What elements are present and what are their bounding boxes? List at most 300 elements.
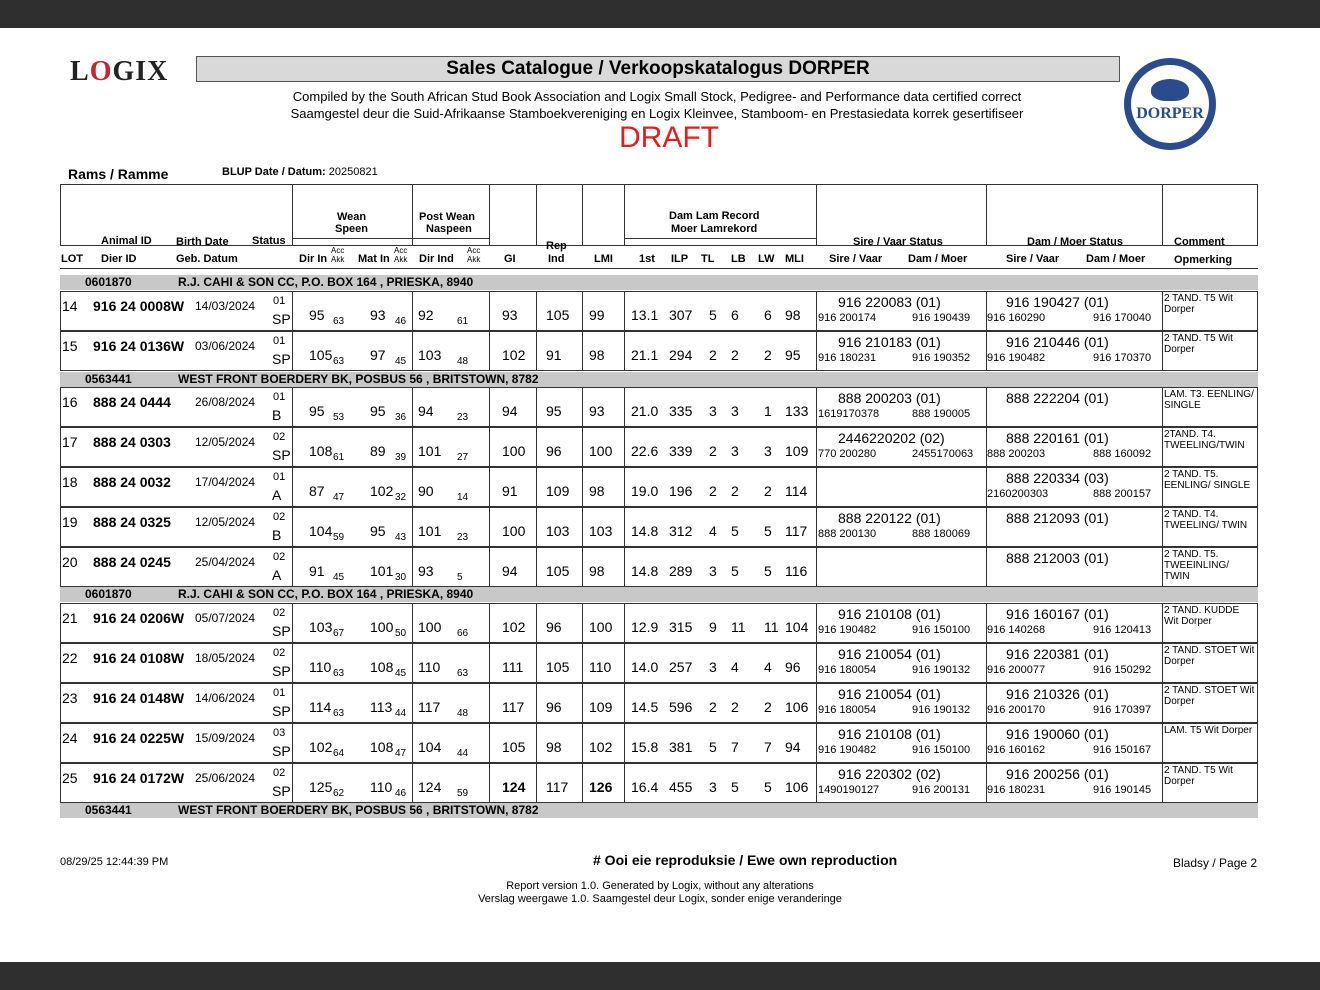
mli-value: 96 [785, 659, 801, 675]
first-lamb: 13.1 [631, 307, 659, 323]
dam-dam: 916 190145 [1093, 784, 1152, 796]
sire-dam: 916 190132 [912, 704, 971, 716]
dam-status: 916 200256 (01) [1006, 766, 1109, 782]
col-speen: Speen [335, 223, 369, 235]
wean-mat: 108 [370, 659, 394, 675]
dam-sire: 916 160162 [987, 744, 1046, 756]
dam-dam: 916 150292 [1093, 664, 1152, 676]
tl-value: 2 [709, 699, 717, 715]
mli-value: 106 [785, 699, 809, 715]
lot-number: 17 [62, 434, 78, 450]
header-grid-line [582, 184, 583, 246]
first-lamb: 14.8 [631, 563, 659, 579]
dam-sire: 916 140268 [987, 624, 1046, 636]
status-type: SP [272, 623, 291, 639]
first-lamb: 22.6 [631, 443, 659, 459]
lb-value: 11 [731, 619, 746, 635]
wean-dir-acc: 63 [333, 356, 345, 367]
first-lamb: 21.0 [631, 403, 659, 419]
sire-sire: 916 190482 [818, 744, 877, 756]
sire-status: 888 220122 (01) [838, 510, 941, 526]
page-number: Bladsy / Page 2 [1173, 856, 1258, 870]
animal-id: 888 24 0325 [93, 514, 171, 530]
print-datetime: 08/29/25 12:44:39 PM [60, 856, 169, 868]
dam-status: 888 212093 (01) [1006, 510, 1109, 526]
status-type: B [272, 407, 282, 423]
lot-number: 18 [62, 474, 78, 490]
col-1st: 1st [639, 253, 655, 265]
postwean-dir: 100 [418, 619, 442, 635]
dam-status: 916 190060 (01) [1006, 726, 1109, 742]
rep-ind: 95 [546, 403, 562, 419]
first-lamb: 14.0 [631, 659, 659, 675]
wean-dir-acc: 45 [333, 572, 345, 583]
lw-value: 2 [764, 699, 772, 715]
postwean-acc: 48 [457, 356, 469, 367]
lot-number: 25 [62, 770, 78, 786]
dam-sire: 916 200170 [987, 704, 1046, 716]
ilp-value: 289 [669, 563, 693, 579]
status-code: 01 [273, 471, 286, 483]
lb-value: 2 [731, 483, 739, 499]
comment-text: LAM. T5 Wit Dorper [1164, 725, 1253, 736]
status-code: 01 [273, 687, 286, 699]
sire-sire: 1619170378 [818, 408, 880, 420]
gi-value: 105 [502, 739, 526, 755]
mli-value: 106 [785, 779, 809, 795]
wean-mat-acc: 46 [395, 316, 407, 327]
status-type: SP [272, 743, 291, 759]
col-dam-dam: Dam / Moer [1086, 253, 1146, 265]
sire-dam: 916 190132 [912, 664, 971, 676]
rep-ind: 96 [546, 699, 562, 715]
table-row [60, 291, 1258, 331]
comment-text: 2 TAND. KUDDE Wit Dorper [1164, 605, 1240, 627]
col-sire-dam: Dam / Moer [908, 253, 968, 265]
col-dam-status: Dam / Moer Status [1027, 236, 1123, 248]
col-sire-status: Sire / Vaar Status [853, 236, 943, 248]
table-row [60, 331, 1258, 371]
comment-text: 2TAND. T4. TWEELING/TWIN [1164, 429, 1245, 451]
status-type: SP [272, 663, 291, 679]
ilp-value: 312 [669, 523, 693, 539]
sire-sire: 916 200174 [818, 312, 877, 324]
sire-status: 916 220083 (01) [838, 294, 941, 310]
owner-band: 0563441 WEST FRONT BOERDERY BK, POSBUS 56 , BRITSTOWN, 8782 [60, 803, 1258, 818]
status-code: 01 [273, 335, 286, 347]
dam-dam: 916 170040 [1093, 312, 1152, 324]
postwean-dir: 103 [418, 347, 442, 363]
blup-date: BLUP Date / Datum: 20250821 [222, 166, 378, 178]
table-row [60, 683, 1258, 723]
col-mli: MLI [785, 253, 804, 265]
birth-date: 26/08/2024 [195, 395, 256, 409]
postwean-dir: 92 [418, 307, 434, 323]
comment-text: 2 TAND. T5. TWEEINLING/ TWIN [1164, 549, 1230, 582]
animal-id: 888 24 0245 [93, 554, 171, 570]
first-lamb: 14.8 [631, 523, 659, 539]
ilp-value: 307 [669, 307, 693, 323]
postwean-acc: 59 [457, 788, 469, 799]
wean-dir-acc: 63 [333, 316, 345, 327]
dorper-seal-icon [1124, 58, 1216, 150]
col-rep: Rep [546, 240, 567, 252]
wean-dir: 91 [309, 563, 325, 579]
mli-value: 116 [785, 563, 808, 579]
mli-value: 109 [785, 443, 809, 459]
status-type: SP [272, 351, 291, 367]
first-lamb: 12.9 [631, 619, 659, 635]
postwean-dir: 117 [418, 699, 441, 715]
lw-value: 3 [764, 443, 772, 459]
wean-dir-acc: 64 [333, 748, 345, 759]
animal-id: 888 24 0032 [93, 474, 171, 490]
tl-value: 3 [709, 403, 717, 419]
tl-value: 2 [709, 443, 717, 459]
dam-dam: 916 120413 [1093, 624, 1152, 636]
lb-value: 2 [731, 699, 739, 715]
col-animal-id: Animal ID [101, 235, 152, 247]
col-tl: TL [701, 253, 715, 265]
lw-value: 2 [764, 483, 772, 499]
owner-band: 0601870 R.J. CAHI & SON CC, P.O. BOX 164 , PRIESKA, 8940 [60, 275, 1258, 290]
sire-dam: 916 190439 [912, 312, 971, 324]
dam-sire: 916 190482 [987, 352, 1046, 364]
comment-text: 2 TAND. STOET Wit Dorper [1164, 645, 1255, 667]
wean-mat-acc: 46 [395, 788, 407, 799]
tl-value: 9 [709, 619, 717, 635]
col-dir-ind: Dir Ind [419, 253, 454, 265]
header-grid-line [292, 184, 293, 246]
postwean-dir: 94 [418, 403, 434, 419]
col-comment: Comment [1174, 236, 1225, 248]
animal-id: 916 24 0172W [93, 770, 185, 786]
postwean-dir: 93 [418, 563, 434, 579]
table-row [60, 547, 1258, 587]
status-code: 02 [273, 431, 286, 443]
header-grid-line [412, 184, 413, 246]
col-sire: Sire / Vaar [829, 253, 883, 265]
first-lamb: 21.1 [631, 347, 659, 363]
rep-ind: 105 [546, 659, 570, 675]
rep-ind: 105 [546, 307, 570, 323]
status-code: 02 [273, 647, 286, 659]
ilp-value: 335 [669, 403, 693, 419]
gi-value: 93 [502, 307, 518, 323]
dam-dam: 888 200157 [1093, 488, 1152, 500]
table-row [60, 603, 1258, 643]
table-row [60, 643, 1258, 683]
status-type: B [272, 527, 282, 543]
animal-id: 916 24 0136W [93, 338, 185, 354]
wean-dir: 105 [309, 347, 333, 363]
wean-mat-acc: 44 [395, 708, 407, 719]
dam-sire: 916 160290 [987, 312, 1046, 324]
rep-ind: 96 [546, 443, 562, 459]
tl-value: 3 [709, 563, 717, 579]
wean-dir: 114 [309, 699, 332, 715]
header-grid-line [60, 268, 1258, 269]
lmi-value: 99 [589, 307, 605, 323]
lb-value: 3 [731, 403, 739, 419]
wean-mat: 89 [370, 443, 386, 459]
lot-number: 16 [62, 394, 78, 410]
col-naspeen: Naspeen [426, 223, 472, 235]
birth-date: 25/04/2024 [195, 555, 256, 569]
dam-status: 888 220334 (03) [1006, 470, 1109, 486]
table-row [60, 507, 1258, 547]
postwean-acc: 61 [457, 316, 469, 327]
lb-value: 4 [731, 659, 739, 675]
logix-logo [70, 56, 168, 88]
tl-value: 3 [709, 779, 717, 795]
wean-dir: 108 [309, 443, 333, 459]
sire-dam: 916 150100 [912, 744, 971, 756]
postwean-acc: 23 [457, 412, 469, 423]
header-grid-line [816, 184, 817, 246]
dam-status: 888 220161 (01) [1006, 430, 1109, 446]
postwean-dir: 101 [418, 443, 442, 459]
lmi-value: 100 [589, 443, 613, 459]
sire-sire: 916 190482 [818, 624, 877, 636]
animal-id: 916 24 0008W [93, 298, 185, 314]
animal-id: 888 24 0444 [93, 394, 171, 410]
lmi-value: 98 [589, 483, 605, 499]
table-row [60, 427, 1258, 467]
dam-status: 916 220381 (01) [1006, 646, 1109, 662]
lmi-value: 93 [589, 403, 605, 419]
status-type: SP [272, 703, 291, 719]
col-dier-id: Dier ID [101, 253, 137, 265]
wean-mat: 95 [370, 523, 386, 539]
lmi-value: 109 [589, 699, 613, 715]
dam-status: 916 210326 (01) [1006, 686, 1109, 702]
postwean-dir: 101 [418, 523, 442, 539]
birth-date: 12/05/2024 [195, 435, 256, 449]
gi-value: 100 [502, 443, 526, 459]
ilp-value: 455 [669, 779, 693, 795]
postwean-acc: 44 [457, 748, 469, 759]
gi-value: 100 [502, 523, 526, 539]
header-grid-line [536, 184, 537, 246]
comment-text: 2 TAND. T5. EENLING/ SINGLE [1164, 469, 1251, 491]
lmi-value: 98 [589, 347, 605, 363]
col-lw: LW [758, 253, 775, 265]
sire-dam: 916 190352 [912, 352, 971, 364]
wean-dir-acc: 63 [333, 708, 345, 719]
wean-mat: 108 [370, 739, 394, 755]
birth-date: 18/05/2024 [195, 651, 256, 665]
wean-mat-acc: 36 [395, 412, 407, 423]
birth-date: 25/06/2024 [195, 771, 256, 785]
wean-dir-acc: 47 [333, 492, 345, 503]
wean-mat-acc: 45 [395, 356, 407, 367]
mli-value: 117 [785, 523, 808, 539]
tl-value: 4 [709, 523, 717, 539]
subtitle-english: Compiled by the South African Stud Book Association and Logix Small Stock, Pedigree- and Performance data certified correct [292, 89, 1022, 104]
status-code: 03 [273, 727, 286, 739]
wean-dir-acc: 59 [333, 532, 345, 543]
owner-band: 0601870 R.J. CAHI & SON CC, P.O. BOX 164 , PRIESKA, 8940 [60, 587, 1258, 602]
sire-status: 916 210108 (01) [838, 726, 941, 742]
header-grid-line [292, 238, 489, 239]
viewer-top-bar [0, 0, 1320, 28]
sire-dam: 888 190005 [912, 408, 971, 420]
wean-mat-acc: 47 [395, 748, 407, 759]
rep-ind: 109 [546, 483, 570, 499]
birth-date: 15/09/2024 [195, 731, 256, 745]
wean-dir: 103 [309, 619, 333, 635]
gi-value: 91 [502, 483, 518, 499]
col-dam-sire: Sire / Vaar [1006, 253, 1060, 265]
lw-value: 2 [764, 347, 772, 363]
postwean-acc: 23 [457, 532, 469, 543]
wean-dir-acc: 53 [333, 412, 345, 423]
dam-dam: 888 160092 [1093, 448, 1152, 460]
header-grid-line [986, 184, 987, 246]
wean-dir-acc: 63 [333, 668, 345, 679]
birth-date: 03/06/2024 [195, 339, 256, 353]
header-grid-line [489, 184, 490, 246]
lw-value: 5 [764, 523, 772, 539]
birth-date: 05/07/2024 [195, 611, 256, 625]
rep-ind: 117 [546, 779, 569, 795]
col-lot: LOT [61, 253, 83, 265]
lw-value: 5 [764, 563, 772, 579]
first-lamb: 19.0 [631, 483, 659, 499]
lw-value: 1 [764, 403, 772, 419]
gi-value: 117 [502, 699, 525, 715]
dam-status: 916 210446 (01) [1006, 334, 1109, 350]
mli-value: 98 [785, 307, 801, 323]
wean-mat-acc: 45 [395, 668, 407, 679]
table-row [60, 387, 1258, 427]
lw-value: 4 [764, 659, 772, 675]
animal-id: 916 24 0225W [93, 730, 185, 746]
lmi-value: 126 [589, 779, 613, 795]
lb-value: 6 [731, 307, 739, 323]
report-version-en: Report version 1.0. Generated by Logix, without any alterations [506, 880, 814, 892]
comment-text: 2 TAND. T5 Wit Dorper [1164, 293, 1233, 315]
birth-date: 17/04/2024 [195, 475, 256, 489]
ilp-value: 339 [669, 443, 693, 459]
lmi-value: 110 [589, 659, 612, 675]
gi-value: 94 [502, 563, 518, 579]
dam-status: 916 160167 (01) [1006, 606, 1109, 622]
status-code: 02 [273, 511, 286, 523]
sire-sire: 916 180054 [818, 664, 877, 676]
sire-sire: 770 200280 [818, 448, 877, 460]
lb-value: 7 [731, 739, 739, 755]
ilp-value: 315 [669, 619, 693, 635]
postwean-acc: 14 [457, 492, 469, 503]
sire-dam: 916 200131 [912, 784, 971, 796]
postwean-dir: 124 [418, 779, 442, 795]
gi-value: 124 [502, 779, 526, 795]
dam-dam: 916 170370 [1093, 352, 1152, 364]
rep-ind: 98 [546, 739, 562, 755]
col-wean: Wean [337, 211, 367, 223]
col-status: Status [252, 235, 286, 247]
lot-number: 23 [62, 690, 78, 706]
ilp-value: 257 [669, 659, 693, 675]
acc-label: Acc Akk [394, 246, 408, 264]
col-ind: Ind [548, 253, 565, 265]
postwean-dir: 110 [418, 659, 441, 675]
wean-mat: 93 [370, 307, 386, 323]
lot-number: 21 [62, 610, 78, 626]
wean-mat: 113 [370, 699, 393, 715]
comment-text: 2 TAND. T4. TWEELING/ TWIN [1164, 509, 1248, 531]
lot-number: 24 [62, 730, 78, 746]
lmi-value: 102 [589, 739, 613, 755]
wean-dir-acc: 61 [333, 452, 345, 463]
sire-status: 916 210183 (01) [838, 334, 941, 350]
wean-mat-acc: 39 [395, 452, 407, 463]
first-lamb: 16.4 [631, 779, 659, 795]
dam-status: 888 222204 (01) [1006, 390, 1109, 406]
dam-dam: 916 170397 [1093, 704, 1152, 716]
postwean-acc: 48 [457, 708, 469, 719]
wean-dir: 102 [309, 739, 333, 755]
acc-label: Acc Akk [331, 246, 345, 264]
wean-mat: 100 [370, 619, 394, 635]
animal-id: 888 24 0303 [93, 434, 171, 450]
table-row [60, 763, 1258, 803]
birth-date: 14/06/2024 [195, 691, 256, 705]
lw-value: 6 [764, 307, 772, 323]
lmi-value: 98 [589, 563, 605, 579]
col-moer-lamrekord: Moer Lamrekord [671, 223, 758, 235]
dam-status: 888 212003 (01) [1006, 550, 1109, 566]
tl-value: 2 [709, 483, 717, 499]
sire-sire: 888 200130 [818, 528, 877, 540]
status-type: SP [272, 783, 291, 799]
wean-mat-acc: 43 [395, 532, 407, 543]
lot-number: 19 [62, 514, 78, 530]
comment-text: 2 TAND. T5 Wit Dorper [1164, 765, 1233, 787]
dam-sire: 2160200303 [987, 488, 1049, 500]
dam-status: 916 190427 (01) [1006, 294, 1109, 310]
acc-label: Acc Akk [467, 246, 481, 264]
comment-text: 2 TAND. T5 Wit Dorper [1164, 333, 1233, 355]
sire-status: 916 220302 (02) [838, 766, 941, 782]
comment-text: 2 TAND. STOET Wit Dorper [1164, 685, 1255, 707]
gi-value: 102 [502, 347, 526, 363]
mli-value: 104 [785, 619, 809, 635]
lw-value: 5 [764, 779, 772, 795]
sire-dam: 916 150100 [912, 624, 971, 636]
postwean-acc: 63 [457, 668, 469, 679]
sire-dam: 888 180069 [912, 528, 971, 540]
tl-value: 5 [709, 307, 717, 323]
footnote: # Ooi eie reproduksie / Ewe own reproduction [593, 852, 898, 868]
lb-value: 5 [731, 779, 739, 795]
first-lamb: 15.8 [631, 739, 659, 755]
wean-dir: 125 [309, 779, 333, 795]
wean-dir: 110 [309, 659, 332, 675]
ilp-value: 294 [669, 347, 693, 363]
birth-date: 14/03/2024 [195, 299, 256, 313]
wean-mat-acc: 32 [395, 492, 407, 503]
sire-status: 916 210054 (01) [838, 686, 941, 702]
lb-value: 5 [731, 523, 739, 539]
rep-ind: 91 [546, 347, 562, 363]
wean-dir: 104 [309, 523, 333, 539]
sire-status: 916 210054 (01) [838, 646, 941, 662]
comment-text: LAM. T3. EENLING/ SINGLE [1164, 389, 1254, 411]
sire-status: 916 210108 (01) [838, 606, 941, 622]
